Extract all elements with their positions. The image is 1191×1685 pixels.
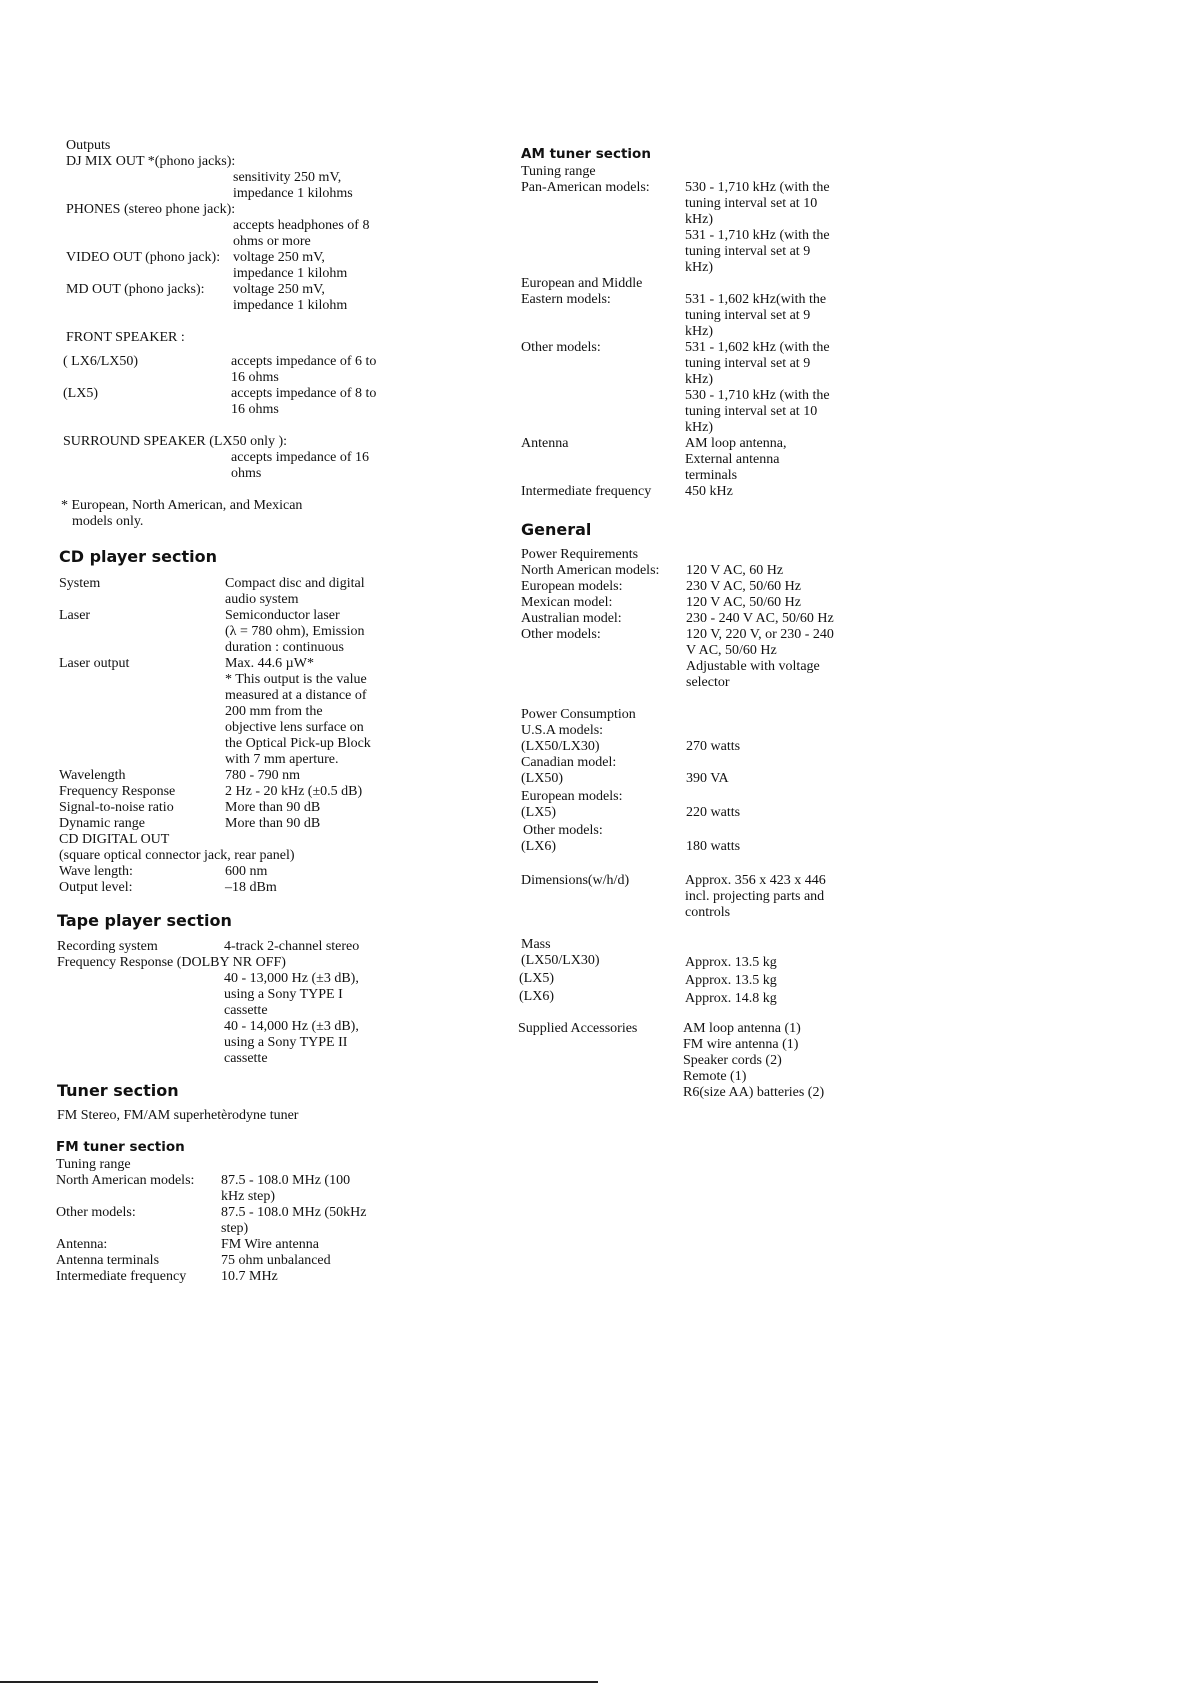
general-au-value: 230 - 240 V AC, 50/60 Hz bbox=[686, 611, 834, 626]
general-mx-label: Mexican model: bbox=[521, 595, 613, 610]
general-dimensions-label: Dimensions(w/h/d) bbox=[521, 873, 630, 888]
am-tuning-range-label: Tuning range bbox=[521, 164, 596, 179]
cd-laser-output-note: 200 mm from the bbox=[225, 704, 323, 719]
front-speaker-label: FRONT SPEAKER : bbox=[66, 330, 185, 345]
general-mass-a-label: (LX50/LX30) bbox=[521, 953, 600, 968]
video-out-value: voltage 250 mV, bbox=[233, 250, 325, 265]
cd-laser-value: (λ = 780 ohm), Emission bbox=[225, 624, 365, 639]
general-eu2-label: European models: bbox=[521, 789, 623, 804]
am-antenna-value: AM loop antenna, bbox=[685, 436, 787, 451]
tape-freq-value: 40 - 13,000 Hz (±3 dB), bbox=[224, 971, 359, 986]
general-other-value: V AC, 50/60 Hz bbox=[686, 643, 777, 658]
fm-antenna-label: Antenna: bbox=[56, 1237, 108, 1252]
general-other2-model: (LX6) bbox=[521, 839, 556, 854]
general-mass-c-value: Approx. 14.8 kg bbox=[685, 991, 777, 1006]
cd-laser-value: Semiconductor laser bbox=[225, 608, 340, 623]
video-out-value: impedance 1 kilohm bbox=[233, 266, 348, 281]
front-speaker-lx6-value: 16 ohms bbox=[231, 370, 279, 385]
general-other-value: selector bbox=[686, 675, 730, 690]
tuner-section-heading: Tuner section bbox=[57, 1081, 179, 1100]
am-antenna-label: Antenna bbox=[521, 436, 569, 451]
general-mass-b-value: Approx. 13.5 kg bbox=[685, 973, 777, 988]
cd-laser-output-value: Max. 44.6 µW* bbox=[225, 656, 314, 671]
am-if-value: 450 kHz bbox=[685, 484, 733, 499]
am-eu-value: kHz) bbox=[685, 324, 713, 339]
general-eu-value: 230 V AC, 50/60 Hz bbox=[686, 579, 801, 594]
general-other-label: Other models: bbox=[521, 627, 601, 642]
tape-freq-value: 40 - 14,000 Hz (±3 dB), bbox=[224, 1019, 359, 1034]
am-eu-value: tuning interval set at 9 bbox=[685, 308, 811, 323]
cd-laser-value: duration : continuous bbox=[225, 640, 344, 655]
am-antenna-value: terminals bbox=[685, 468, 738, 483]
general-usa-label: U.S.A models: bbox=[521, 723, 604, 738]
general-dimensions-value: controls bbox=[685, 905, 731, 920]
front-speaker-lx6-value: accepts impedance of 6 to bbox=[231, 354, 377, 369]
md-out-label: MD OUT (phono jacks): bbox=[66, 282, 205, 297]
general-mass-b-label: (LX5) bbox=[519, 971, 554, 986]
general-accessories-item: Speaker cords (2) bbox=[683, 1053, 782, 1068]
cd-laser-output-note: with 7 mm aperture. bbox=[225, 752, 339, 767]
cd-digital-out-sub: (square optical connector jack, rear panel) bbox=[59, 848, 295, 863]
am-pan-value: 530 - 1,710 kHz (with the bbox=[685, 180, 830, 195]
am-other-value: tuning interval set at 9 bbox=[685, 356, 811, 371]
am-other-value: 530 - 1,710 kHz (with the bbox=[685, 388, 830, 403]
dj-mix-out-label: DJ MIX OUT *(phono jacks): bbox=[66, 154, 236, 169]
page-bottom-rule bbox=[0, 1681, 598, 1683]
dj-mix-out-value: sensitivity 250 mV, bbox=[233, 170, 342, 185]
cd-laser-output-label: Laser output bbox=[59, 656, 130, 671]
phones-value: accepts headphones of 8 bbox=[233, 218, 370, 233]
md-out-value: voltage 250 mV, bbox=[233, 282, 325, 297]
fm-if-label: Intermediate frequency bbox=[56, 1269, 187, 1284]
cd-dynamic-value: More than 90 dB bbox=[225, 816, 321, 831]
am-other-label: Other models: bbox=[521, 340, 601, 355]
fm-antenna-value: FM Wire antenna bbox=[221, 1237, 319, 1252]
cd-system-value: audio system bbox=[225, 592, 299, 607]
general-power-req-label: Power Requirements bbox=[521, 547, 639, 562]
fm-if-value: 10.7 MHz bbox=[221, 1269, 278, 1284]
surround-speaker-label: SURROUND SPEAKER (LX50 only ): bbox=[63, 434, 288, 449]
cd-wave-length-value: 600 nm bbox=[225, 864, 268, 879]
md-out-value: impedance 1 kilohm bbox=[233, 298, 348, 313]
fm-terminals-label: Antenna terminals bbox=[56, 1253, 160, 1268]
am-pan-value: kHz) bbox=[685, 260, 713, 275]
general-na-value: 120 V AC, 60 Hz bbox=[686, 563, 784, 578]
surround-speaker-value: ohms bbox=[231, 466, 262, 481]
general-ca-label: Canadian model: bbox=[521, 755, 617, 770]
am-other-value: 531 - 1,602 kHz (with the bbox=[685, 340, 830, 355]
surround-speaker-value: accepts impedance of 16 bbox=[231, 450, 369, 465]
general-mx-value: 120 V AC, 50/60 Hz bbox=[686, 595, 801, 610]
cd-output-level-value: –18 dBm bbox=[225, 880, 277, 895]
fm-na-label: North American models: bbox=[56, 1173, 195, 1188]
am-eu-label: Eastern models: bbox=[521, 292, 611, 307]
general-accessories-item: Remote (1) bbox=[683, 1069, 747, 1084]
phones-value: ohms or more bbox=[233, 234, 311, 249]
cd-laser-label: Laser bbox=[59, 608, 91, 623]
am-pan-label: Pan-American models: bbox=[521, 180, 650, 195]
general-usa-value: 270 watts bbox=[686, 739, 741, 754]
fm-other-label: Other models: bbox=[56, 1205, 136, 1220]
general-mass-c-label: (LX6) bbox=[519, 989, 554, 1004]
am-other-value: kHz) bbox=[685, 420, 713, 435]
general-eu-label: European models: bbox=[521, 579, 623, 594]
general-power-cons-label: Power Consumption bbox=[521, 707, 636, 722]
general-other-value: 120 V, 220 V, or 230 - 240 bbox=[686, 627, 834, 642]
cd-snr-label: Signal-to-noise ratio bbox=[59, 800, 174, 815]
outputs-footnote: models only. bbox=[72, 514, 144, 529]
general-mass-a-value: Approx. 13.5 kg bbox=[685, 955, 777, 970]
general-accessories-label: Supplied Accessories bbox=[518, 1021, 638, 1036]
outputs-title: Outputs bbox=[66, 138, 111, 153]
cd-section-heading: CD player section bbox=[59, 547, 217, 566]
fm-terminals-value: 75 ohm unbalanced bbox=[221, 1253, 331, 1268]
general-eu2-value: 220 watts bbox=[686, 805, 741, 820]
cd-wavelength-label: Wavelength bbox=[59, 768, 126, 783]
fm-other-value: step) bbox=[221, 1221, 249, 1236]
front-speaker-lx6-label: ( LX6/LX50) bbox=[63, 354, 139, 369]
cd-laser-output-note: objective lens surface on bbox=[225, 720, 364, 735]
fm-other-value: 87.5 - 108.0 MHz (50kHz bbox=[221, 1205, 367, 1220]
am-antenna-value: External antenna bbox=[685, 452, 780, 467]
tape-recording-label: Recording system bbox=[57, 939, 158, 954]
cd-digital-out-label: CD DIGITAL OUT bbox=[59, 832, 170, 847]
am-pan-value: 531 - 1,710 kHz (with the bbox=[685, 228, 830, 243]
general-section-heading: General bbox=[521, 520, 592, 539]
am-pan-value: tuning interval set at 10 bbox=[685, 196, 818, 211]
tape-freq-value: cassette bbox=[224, 1003, 268, 1018]
cd-snr-value: More than 90 dB bbox=[225, 800, 321, 815]
cd-dynamic-label: Dynamic range bbox=[59, 816, 145, 831]
general-dimensions-value: incl. projecting parts and bbox=[685, 889, 825, 904]
cd-output-level-label: Output level: bbox=[59, 880, 133, 895]
cd-system-value: Compact disc and digital bbox=[225, 576, 365, 591]
fm-section-heading: FM tuner section bbox=[56, 1139, 185, 1155]
video-out-label: VIDEO OUT (phono jack): bbox=[66, 250, 221, 265]
general-na-label: North American models: bbox=[521, 563, 660, 578]
cd-freq-label: Frequency Response bbox=[59, 784, 176, 799]
cd-laser-output-note: the Optical Pick-up Block bbox=[225, 736, 371, 751]
general-ca-model: (LX50) bbox=[521, 771, 563, 786]
am-if-label: Intermediate frequency bbox=[521, 484, 652, 499]
general-accessories-item: R6(size AA) batteries (2) bbox=[683, 1085, 825, 1100]
outputs-footnote: * European, North American, and Mexican bbox=[61, 498, 303, 513]
general-usa-model: (LX50/LX30) bbox=[521, 739, 600, 754]
fm-na-value: 87.5 - 108.0 MHz (100 bbox=[221, 1173, 351, 1188]
general-dimensions-value: Approx. 356 x 423 x 446 bbox=[685, 873, 826, 888]
tape-freq-value: using a Sony TYPE II bbox=[224, 1035, 348, 1050]
am-other-value: tuning interval set at 10 bbox=[685, 404, 818, 419]
cd-laser-output-note: * This output is the value bbox=[225, 672, 367, 687]
cd-wave-length-label: Wave length: bbox=[59, 864, 133, 879]
tape-freq-value: cassette bbox=[224, 1051, 268, 1066]
tape-section-heading: Tape player section bbox=[57, 911, 232, 930]
general-au-label: Australian model: bbox=[521, 611, 622, 626]
fm-na-value: kHz step) bbox=[221, 1189, 276, 1204]
general-other2-label: Other models: bbox=[523, 823, 603, 838]
tape-recording-value: 4-track 2-channel stereo bbox=[224, 939, 360, 954]
am-eu-label: European and Middle bbox=[521, 276, 643, 291]
general-accessories-item: FM wire antenna (1) bbox=[683, 1037, 799, 1052]
am-pan-value: kHz) bbox=[685, 212, 713, 227]
am-section-heading: AM tuner section bbox=[521, 146, 651, 162]
fm-tuning-range-label: Tuning range bbox=[56, 1157, 131, 1172]
am-pan-value: tuning interval set at 9 bbox=[685, 244, 811, 259]
general-other2-value: 180 watts bbox=[686, 839, 741, 854]
tuner-description: FM Stereo, FM/AM superhetèrodyne tuner bbox=[57, 1108, 299, 1123]
tape-freq-label: Frequency Response (DOLBY NR OFF) bbox=[57, 955, 286, 970]
cd-system-label: System bbox=[59, 576, 101, 591]
general-other-value: Adjustable with voltage bbox=[686, 659, 820, 674]
front-speaker-lx5-label: (LX5) bbox=[63, 386, 98, 401]
cd-wavelength-value: 780 - 790 nm bbox=[225, 768, 301, 783]
am-eu-value: 531 - 1,602 kHz(with the bbox=[685, 292, 827, 307]
dj-mix-out-value: impedance 1 kilohms bbox=[233, 186, 353, 201]
front-speaker-lx5-value: accepts impedance of 8 to bbox=[231, 386, 377, 401]
cd-freq-value: 2 Hz - 20 kHz (±0.5 dB) bbox=[225, 784, 363, 799]
cd-laser-output-note: measured at a distance of bbox=[225, 688, 367, 703]
am-other-value: kHz) bbox=[685, 372, 713, 387]
general-mass-label: Mass bbox=[521, 937, 551, 952]
general-ca-value: 390 VA bbox=[686, 771, 729, 786]
phones-label: PHONES (stereo phone jack): bbox=[66, 202, 236, 217]
tape-freq-value: using a Sony TYPE I bbox=[224, 987, 343, 1002]
general-eu2-model: (LX5) bbox=[521, 805, 556, 820]
front-speaker-lx5-value: 16 ohms bbox=[231, 402, 279, 417]
general-accessories-item: AM loop antenna (1) bbox=[683, 1021, 801, 1036]
